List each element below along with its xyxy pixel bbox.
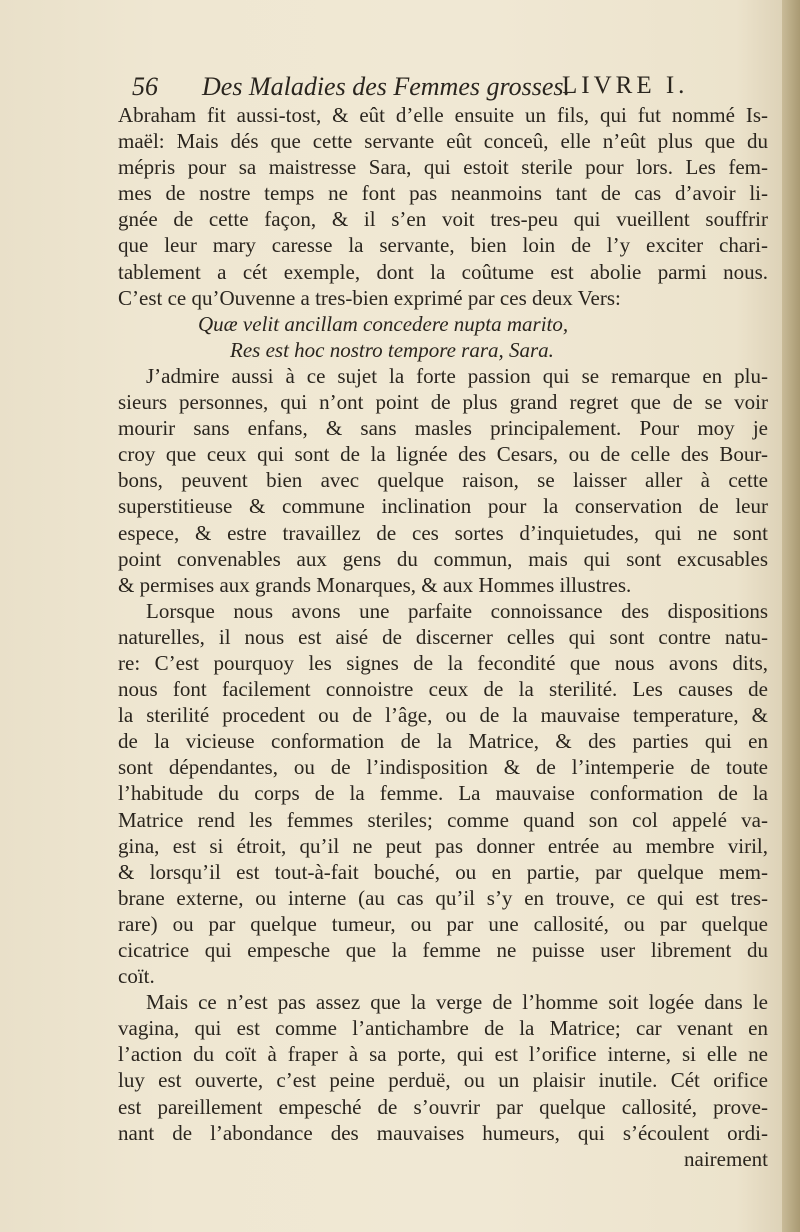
text-line: gnée de cette façon, & il s’en voit tres-peu qui vueillent souffrir bbox=[118, 207, 768, 232]
text-line: Matrice rend les femmes steriles; comme quand son col appelé va- bbox=[118, 807, 768, 832]
page-edge bbox=[782, 0, 800, 1232]
text-line: naturelles, il nous est aisé de discerner celles qui sont contre natu- bbox=[118, 624, 768, 649]
text-line: de la vicieuse conformation de la Matrice, & des parties qui en bbox=[118, 729, 768, 754]
text-line: mourir sans enfans, & sans masles principalement. Pour moy je bbox=[118, 416, 768, 441]
text-line: gina, est si étroit, qu’il ne peut pas donner entrée au membre viril, bbox=[118, 833, 768, 858]
text-line: rare) ou par quelque tumeur, ou par une callosité, ou par quelque bbox=[118, 911, 768, 936]
text-line: maël: Mais dés que cette servante eût conceû, elle n’eût plus que du bbox=[118, 129, 768, 154]
text-line: J’admire aussi à ce sujet la forte passion qui se remarque en plu- bbox=[146, 363, 768, 388]
text-line: nant de l’abondance des mauvaises humeurs, qui s’écoulent ordi- bbox=[118, 1120, 768, 1145]
text-line: point convenables aux gens du commun, mais qui sont excusables bbox=[118, 546, 768, 571]
text-line: coït. bbox=[118, 964, 155, 989]
page-number: 56 bbox=[132, 72, 158, 101]
text-line: que leur mary caresse la servante, bien loin de l’y exciter chari- bbox=[118, 233, 768, 258]
catchword: nairement bbox=[684, 1146, 768, 1171]
text-line: superstitieuse & commune inclination pour la conservation de leur bbox=[118, 494, 768, 519]
text-line: C’est ce qu’Ouvenne a tres-bien exprimé par ces deux Vers: bbox=[118, 285, 621, 310]
verse-line: Res est hoc nostro tempore rara, Sara. bbox=[230, 337, 554, 362]
text-line: sont dépendantes, ou de l’indisposition & de l’intemperie de toute bbox=[118, 755, 768, 780]
text-line: luy est ouverte, c’est peine perduë, ou un plaisir inutile. Cét orifice bbox=[118, 1068, 768, 1093]
text-line: mépris pour sa maistresse Sara, qui estoit sterile pour lors. Les fem- bbox=[118, 155, 768, 180]
text-line: re: C’est pourquoy les signes de la fecondité que nous avons dits, bbox=[118, 650, 768, 675]
text-line: l’action du coït à fraper à sa porte, qui est l’orifice interne, si elle ne bbox=[118, 1042, 768, 1067]
text-line: sieurs personnes, qui n’ont point de plus grand regret que de se voir bbox=[118, 390, 768, 415]
text-line: mes de nostre temps ne font pas neanmoins tant de cas d’avoir li- bbox=[118, 181, 768, 206]
body-text bbox=[118, 102, 768, 1172]
text-line: & permises aux grands Monarques, & aux Hommes illustres. bbox=[118, 572, 632, 597]
text-line: cicatrice qui empesche que la femme ne puisse user librement du bbox=[118, 938, 768, 962]
text-line: est pareillement empesché de s’ouvrir par quelque callosité, prove- bbox=[118, 1094, 768, 1119]
text-line: croy que ceux qui sont de la lignée des Cesars, ou de celle des Bour- bbox=[118, 442, 768, 467]
text-line: tablement a cét exemple, dont la coûtume est abolie parmi nous. bbox=[118, 259, 768, 284]
text-line: Abraham fit aussi-tost, & eût d’elle ensuite un fils, qui fut nommé Is- bbox=[118, 103, 768, 127]
running-title: Des Maladies des Femmes grosses. bbox=[202, 72, 571, 101]
text-line: l’habitude du corps de la femme. La mauvaise conformation de la bbox=[118, 781, 768, 806]
text-line: bons, peuvent bien avec quelque raison, se laisser aller à cette bbox=[118, 468, 768, 493]
text-line: Lorsque nous avons une parfaite connoissance des dispositions bbox=[146, 598, 768, 623]
verse-line: Quæ velit ancillam concedere nupta marito, bbox=[198, 311, 569, 336]
text-line: la sterilité procedent ou de l’âge, ou de la mauvaise temperature, & bbox=[118, 703, 768, 728]
text-line: nous font facilement connoistre ceux de la sterilité. Les causes de bbox=[118, 677, 768, 702]
text-line: Mais ce n’est pas assez que la verge de l’homme soit logée dans le bbox=[146, 990, 768, 1015]
text-line: brane externe, ou interne (au cas qu’il s’y en trouve, ce qui est tres- bbox=[118, 885, 768, 910]
book-label: LIVRE I. bbox=[562, 72, 689, 99]
text-line: & lorsqu’il est tout-à-fait bouché, ou en partie, par quelque mem- bbox=[118, 859, 768, 884]
text-line: espece, & estre travaillez de ces sortes d’inquietudes, qui ne sont bbox=[118, 520, 768, 545]
text-line: vagina, qui est comme l’antichambre de la Matrice; car venant en bbox=[118, 1016, 768, 1041]
